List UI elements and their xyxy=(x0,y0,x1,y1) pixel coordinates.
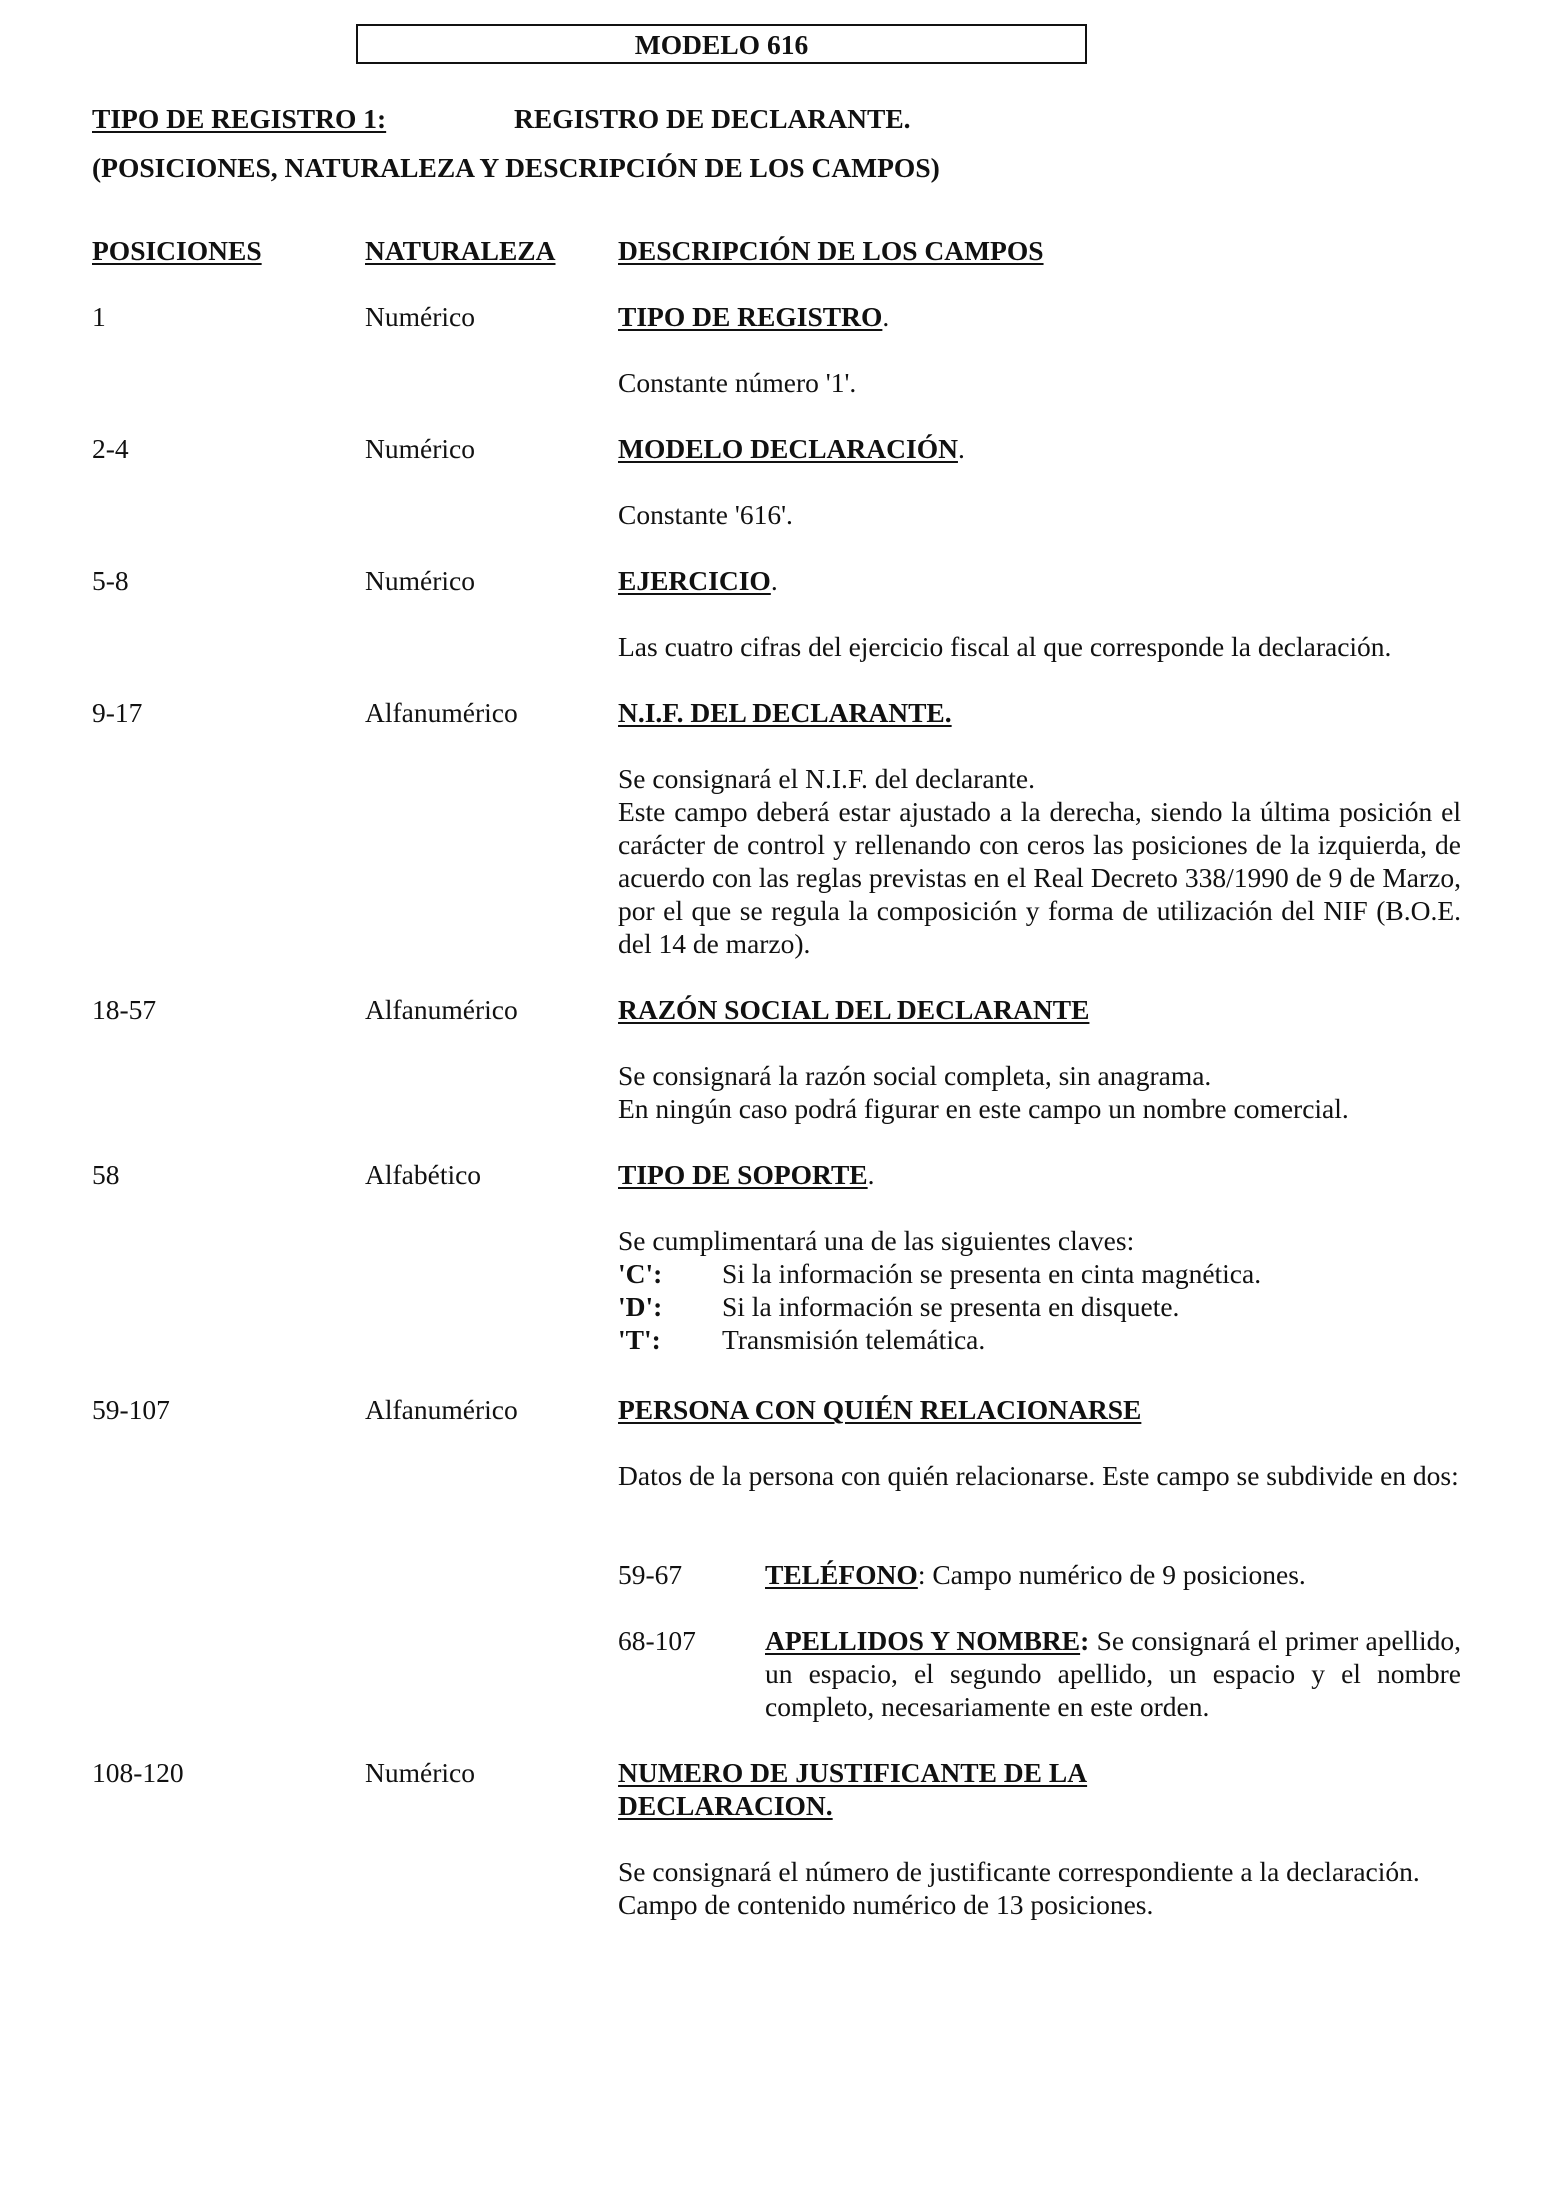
subfield-name: APELLIDOS Y NOMBRE xyxy=(765,1625,1081,1656)
key-text: Si la información se presenta en disquete. xyxy=(722,1291,1180,1322)
subfield-text: Campo numérico de 9 posiciones. xyxy=(925,1559,1306,1590)
field-type: Alfabético xyxy=(365,1159,482,1190)
field-type: Numérico xyxy=(365,433,475,464)
field-position: 59-107 xyxy=(92,1394,170,1425)
field-name-suffix: . xyxy=(882,301,890,332)
field-position: 18-57 xyxy=(92,994,157,1025)
field-name: RAZÓN SOCIAL DEL DECLARANTE xyxy=(618,994,1090,1025)
subfield-text: Se consignará el primer apellido, un espacio, el segundo apellido, un espacio y el nombre completo, necesariamente en este orden. xyxy=(765,1625,1462,1722)
field-name-line xyxy=(618,1158,875,1191)
key-text: Transmisión telemática. xyxy=(722,1324,986,1355)
column-header-naturaleza: NATURALEZA xyxy=(365,235,556,266)
field-position: 108-120 xyxy=(92,1757,184,1788)
field-name: NUMERO DE JUSTIFICANTE DE LA xyxy=(618,1757,1088,1788)
record-type-label: TIPO DE REGISTRO 1: xyxy=(92,103,387,134)
key-code: 'C': xyxy=(618,1258,663,1289)
field-name-suffix: . xyxy=(867,1159,875,1190)
field-name-line xyxy=(618,564,778,597)
field-name-suffix: . xyxy=(957,433,965,464)
field-type: Numérico xyxy=(365,1757,475,1788)
subfield-separator: : xyxy=(917,1559,926,1590)
field-description: Las cuatro cifras del ejercicio fiscal al que corresponde la declaración. xyxy=(618,631,1392,662)
key-text: Si la información se presenta en cinta magnética. xyxy=(722,1258,1262,1289)
key-code: 'T': xyxy=(618,1324,661,1355)
field-type: Numérico xyxy=(365,301,475,332)
field-name: N.I.F. DEL DECLARANTE. xyxy=(618,697,952,728)
field-description: Se consignará el N.I.F. del declarante. xyxy=(618,763,1036,794)
field-name: EJERCICIO xyxy=(618,565,771,596)
field-name: MODELO DECLARACIÓN xyxy=(618,433,958,464)
subfield-name: TELÉFONO xyxy=(765,1559,918,1590)
field-type: Alfanumérico xyxy=(365,1394,518,1425)
field-type: Numérico xyxy=(365,565,475,596)
subfield-position: 59-67 xyxy=(618,1559,683,1590)
field-type: Alfanumérico xyxy=(365,994,518,1025)
field-name: TIPO DE REGISTRO xyxy=(618,301,883,332)
field-name-line xyxy=(618,300,889,333)
field-description: Datos de la persona con quién relacionarse. Este campo se subdivide en dos: xyxy=(618,1460,1459,1491)
field-description: En ningún caso podrá figurar en este campo un nombre comercial. xyxy=(618,1093,1349,1124)
field-description: Constante '616'. xyxy=(618,499,793,530)
field-description: Este campo deberá estar ajustado a la derecha, siendo la última posición el carácter de control y rellenando con ceros las posiciones de la izquierda, de acuerdo con las reglas previstas en el Real Decreto 338/1990 de 9 de Marzo, por el que se regula la composición y forma de utilización del NIF (B.O.E. del 14 de marzo). xyxy=(618,796,1461,959)
subfield-separator: : xyxy=(1080,1625,1090,1656)
key-code: 'D': xyxy=(618,1291,663,1322)
document-title: MODELO 616 xyxy=(356,24,1087,64)
field-position: 1 xyxy=(92,301,106,332)
column-header-descripcion: DESCRIPCIÓN DE LOS CAMPOS xyxy=(618,235,1044,266)
field-name: TIPO DE SOPORTE xyxy=(618,1159,868,1190)
field-name-line xyxy=(618,432,965,465)
record-type-value: REGISTRO DE DECLARANTE. xyxy=(514,103,911,134)
field-name: PERSONA CON QUIÉN RELACIONARSE xyxy=(618,1394,1142,1425)
field-description: Constante número '1'. xyxy=(618,367,857,398)
document-subtitle: (POSICIONES, NATURALEZA Y DESCRIPCIÓN DE LOS CAMPOS) xyxy=(92,152,940,183)
field-position: 58 xyxy=(92,1159,120,1190)
subfield-description xyxy=(765,1624,1461,1723)
field-description: Se consignará el número de justificante correspondiente a la declaración. xyxy=(618,1856,1420,1887)
field-position: 2-4 xyxy=(92,433,129,464)
field-description: Se consignará la razón social completa, sin anagrama. xyxy=(618,1060,1212,1091)
field-type: Alfanumérico xyxy=(365,697,518,728)
field-name: DECLARACION. xyxy=(618,1790,833,1821)
field-description: Se cumplimentará una de las siguientes claves: xyxy=(618,1225,1135,1256)
field-position: 9-17 xyxy=(92,697,143,728)
column-header-posiciones: POSICIONES xyxy=(92,235,262,266)
field-position: 5-8 xyxy=(92,565,129,596)
subfield-position: 68-107 xyxy=(618,1625,696,1656)
field-description: Campo de contenido numérico de 13 posiciones. xyxy=(618,1889,1154,1920)
subfield-description xyxy=(765,1558,1461,1591)
field-name-suffix: . xyxy=(770,565,778,596)
